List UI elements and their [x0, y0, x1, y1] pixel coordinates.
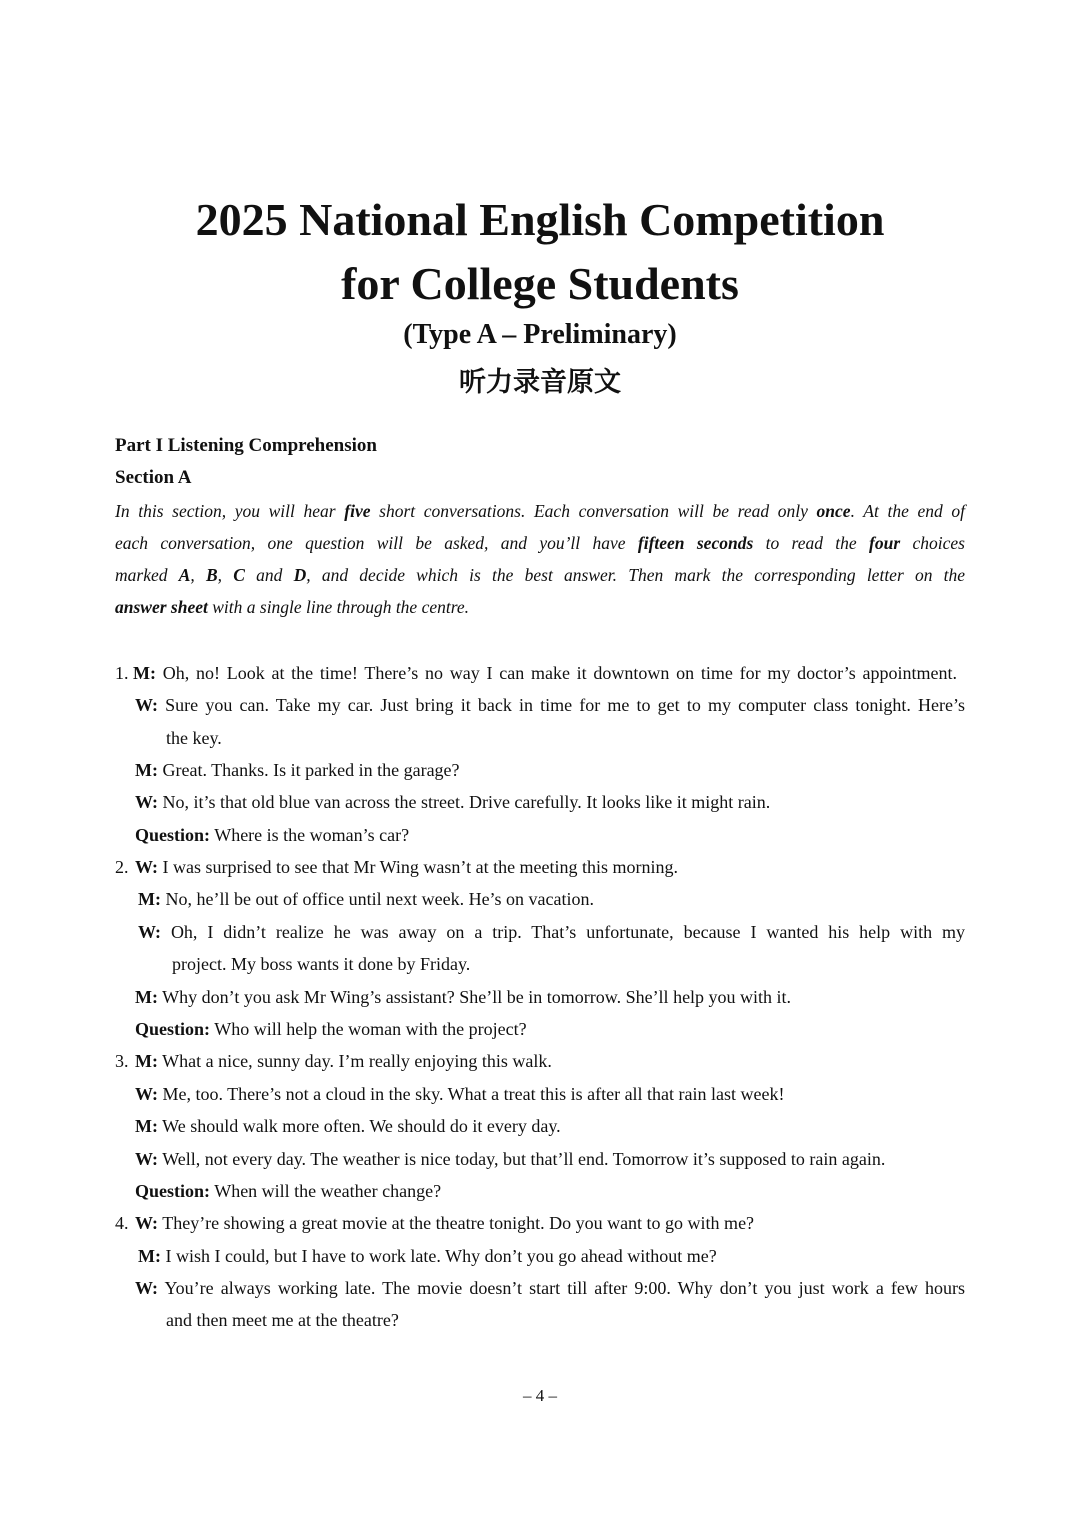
- speaker-label: M:: [135, 760, 158, 780]
- speaker-label: W:: [135, 857, 159, 877]
- dialogue-turn: [135, 1110, 561, 1142]
- instruction-text: ,: [217, 565, 234, 585]
- speaker-label: M:: [138, 889, 161, 909]
- bold-keyword: A: [178, 565, 191, 585]
- dialogue-turn: [133, 657, 957, 689]
- speaker-label: M:: [138, 1246, 161, 1266]
- bold-keyword: D: [293, 565, 307, 585]
- utterance-text: Oh, no! Look at the time! There’s no way I can make it downtown on time for my doctor’s appointment.: [162, 663, 958, 683]
- utterance-text: I was surprised to see that Mr Wing wasn’t at the meeting this morning.: [162, 857, 679, 877]
- dialogue-turn: [138, 916, 965, 948]
- speaker-label: W:: [135, 1149, 159, 1169]
- utterance-continuation: and then meet me at the theatre?: [166, 1310, 399, 1330]
- question-text: When will the weather change?: [214, 1181, 442, 1201]
- chinese-title: 听力录音原文: [459, 367, 621, 397]
- instruction-text: to read the: [753, 533, 870, 553]
- speaker-label: M:: [135, 1116, 158, 1136]
- dialogue-turn: [135, 1207, 754, 1239]
- speaker-label: M:: [133, 663, 156, 683]
- dialogue-turn: [138, 1240, 717, 1272]
- utterance-text: Well, not every day. The weather is nice today, but that’ll end. Tomorrow it’s supposed to rain again.: [162, 1149, 886, 1169]
- dialogue-turn: [135, 1045, 552, 1077]
- dialogue-turn: [135, 981, 791, 1013]
- question-row: [135, 1013, 527, 1045]
- speaker-label: W:: [135, 1213, 159, 1233]
- instruction-text: . At the end of: [850, 501, 965, 521]
- speaker-label: W:: [135, 792, 159, 812]
- speaker-label: M:: [135, 1051, 158, 1071]
- utterance-text: Oh, I didn’t realize he was away on a trip. That’s unfortunate, because I wanted his help with my: [170, 922, 965, 942]
- bold-keyword: once: [816, 501, 851, 521]
- instruction-line: [115, 591, 965, 623]
- title-line-2: for College Students: [341, 258, 739, 309]
- dialogue-turn: [135, 1143, 885, 1175]
- utterance-text: You’re always working late. The movie doesn’t start till after 9:00. Why don’t you just work a few hours: [164, 1278, 965, 1298]
- dialogue-number: 1.: [115, 663, 129, 683]
- dialogue-turn: [138, 883, 594, 915]
- subtitle: (Type A – Preliminary): [403, 319, 677, 350]
- utterance-text: What a nice, sunny day. I’m really enjoying this walk.: [162, 1051, 552, 1071]
- instruction-text: with a single line through the centre.: [207, 597, 470, 617]
- question-label: Question:: [135, 825, 211, 845]
- utterance-text: Why don’t you ask Mr Wing’s assistant? She’ll be in tomorrow. She’ll help you with it.: [162, 987, 792, 1007]
- question-text: Where is the woman’s car?: [214, 825, 410, 845]
- question-row: [135, 1175, 441, 1207]
- question-text: Who will help the woman with the project?: [214, 1019, 527, 1039]
- speaker-label: W:: [135, 1084, 159, 1104]
- instruction-text: choices: [900, 533, 965, 553]
- bold-keyword: answer sheet: [115, 597, 208, 617]
- instruction-text: and: [244, 565, 294, 585]
- question-label: Question:: [135, 1181, 211, 1201]
- instruction-line: [115, 495, 965, 527]
- dialogue-number: 4.: [115, 1213, 129, 1233]
- instruction-line: [115, 527, 965, 559]
- utterance-text: They’re showing a great movie at the theatre tonight. Do you want to go with me?: [162, 1213, 755, 1233]
- speaker-label: W:: [135, 695, 159, 715]
- utterance-text: Me, too. There’s not a cloud in the sky. What a treat this is after all that rain last week!: [162, 1084, 785, 1104]
- instruction-text: short conversations. Each conversation will be read only: [370, 501, 817, 521]
- bold-keyword: C: [233, 565, 245, 585]
- instruction-text: In this section, you will hear: [115, 501, 345, 521]
- dialogue-turn: [135, 786, 770, 818]
- utterance-text: No, he’ll be out of office until next week. He’s on vacation.: [165, 889, 595, 909]
- dialogue-number: 2.: [115, 857, 129, 877]
- section-heading: Section A: [115, 467, 192, 488]
- dialogue-number: 3.: [115, 1051, 129, 1071]
- utterance-text: I wish I could, but I have to work late. Why don’t you go ahead without me?: [165, 1246, 717, 1266]
- utterance-text: No, it’s that old blue van across the street. Drive carefully. It looks like it might rain.: [162, 792, 771, 812]
- utterance-continuation: the key.: [166, 728, 222, 748]
- dialogue-turn: [135, 754, 460, 786]
- speaker-label: W:: [138, 922, 162, 942]
- instruction-line: [115, 559, 965, 591]
- instruction-text: each conversation, one question will be asked, and you’ll have: [115, 533, 638, 553]
- instruction-text: ,: [190, 565, 206, 585]
- utterance-text: Sure you can. Take my car. Just bring it back in time for me to get to my computer class tonight. Here’s: [165, 695, 965, 715]
- utterance-text: We should walk more often. We should do it every day.: [162, 1116, 561, 1136]
- dialogue-turn: [135, 851, 678, 883]
- bold-keyword: fifteen seconds: [637, 533, 754, 553]
- question-row: [135, 819, 409, 851]
- utterance-text: Great. Thanks. Is it parked in the garage?: [162, 760, 460, 780]
- dialogue-turn: [135, 1078, 785, 1110]
- dialogue-turn: [135, 1272, 965, 1304]
- part-heading: Part I Listening Comprehension: [115, 435, 377, 456]
- bold-keyword: B: [205, 565, 218, 585]
- utterance-continuation: project. My boss wants it done by Friday.: [172, 954, 471, 974]
- dialogue-turn: [135, 689, 965, 721]
- question-label: Question:: [135, 1019, 211, 1039]
- speaker-label: M:: [135, 987, 158, 1007]
- bold-keyword: four: [869, 533, 901, 553]
- instruction-text: marked: [115, 565, 179, 585]
- speaker-label: W:: [135, 1278, 159, 1298]
- instruction-text: , and decide which is the best answer. Then mark the corresponding letter on the: [306, 565, 966, 585]
- page-number: – 4 –: [523, 1386, 557, 1405]
- title-line-1: 2025 National English Competition: [195, 194, 885, 245]
- bold-keyword: five: [344, 501, 371, 521]
